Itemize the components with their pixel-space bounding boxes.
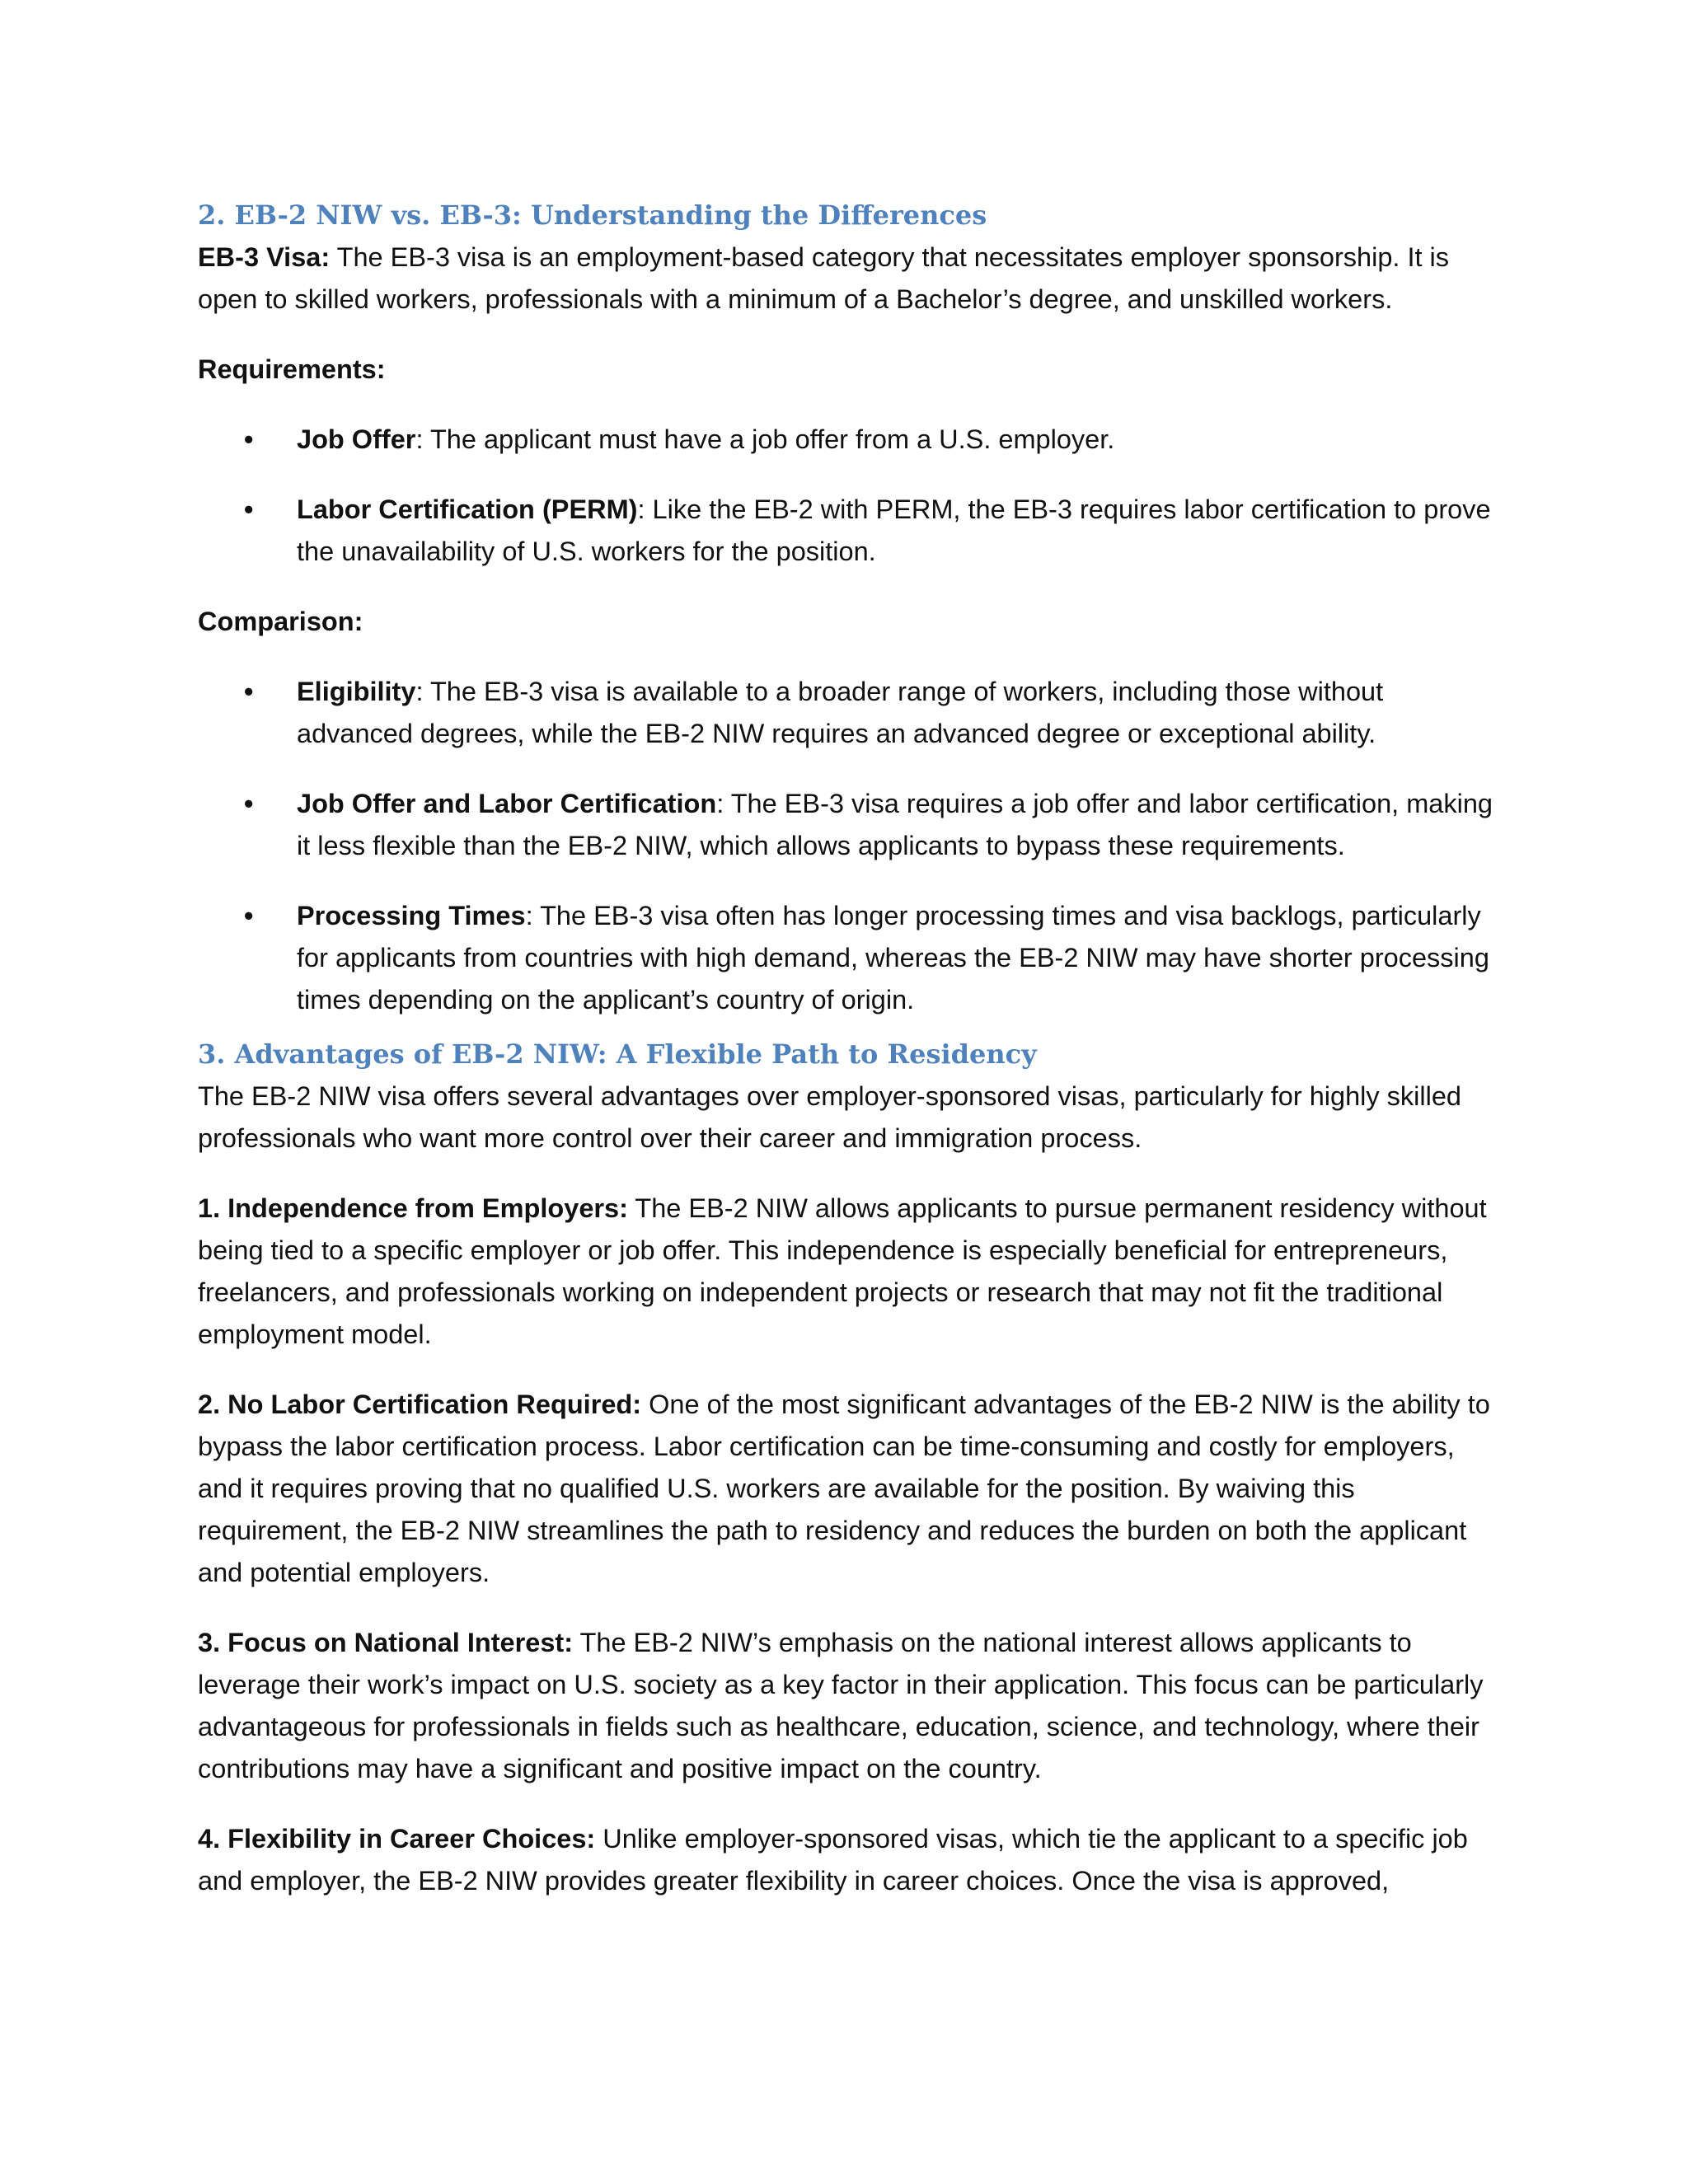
list-item-eligibility (198, 671, 1497, 755)
list-item-term: Processing Times (297, 901, 526, 930)
advantage-point-4 (198, 1818, 1497, 1902)
list-item-term: Eligibility (297, 677, 416, 706)
eb3-intro-text: The EB-3 visa is an employment-based category that necessitates employer sponsorship. It is open to skilled workers, professionals with a minimum of a Bachelor’s degree, and unskilled workers. (198, 242, 1450, 314)
list-item-job-offer-labor (198, 783, 1497, 867)
advantage-text: The EB-2 NIW’s emphasis on the national interest allows applicants to leverage their work’s impact on U.S. society as a key factor in their application. This focus can be particularly advantageous for professionals in fields such as healthcare, education, science, and technology, where their contributions may have a significant and positive impact on the country. (198, 1628, 1484, 1783)
list-item-text: : The applicant must have a job offer from a U.S. employer. (415, 424, 1115, 454)
document-page (198, 194, 1497, 1902)
comparison-list (198, 671, 1497, 1021)
list-item-job-offer (198, 419, 1497, 461)
advantage-point-1 (198, 1188, 1497, 1356)
comparison-label-text: Comparison: (198, 607, 363, 636)
list-item-text: : The EB-3 visa often has longer processing times and visa backlogs, particularly for applicants from countries with high demand, whereas the EB-2 NIW may have shorter processing times depending on the applicant’s country of origin. (297, 901, 1489, 1015)
section-3-heading: 3. Advantages of EB-2 NIW: A Flexible Path to Residency (198, 1038, 1037, 1070)
advantage-text: The EB-2 NIW allows applicants to pursue permanent residency without being tied to a specific employer or job offer. This independence is especially beneficial for entrepreneurs, freelancers, and professionals working on independent projects or research that may not fit the traditional employment model. (198, 1193, 1487, 1349)
list-item-text: : Like the EB-2 with PERM, the EB-3 requires labor certification to prove the unavailability of U.S. workers for the position. (297, 494, 1491, 566)
advantage-point-2 (198, 1384, 1497, 1594)
list-item-term: Labor Certification (PERM) (297, 494, 638, 524)
list-item-text: : The EB-3 visa requires a job offer and labor certification, making it less flexible than the EB-2 NIW, which allows applicants to bypass these requirements. (297, 789, 1493, 860)
requirements-list (198, 419, 1497, 573)
list-item-labor-certification (198, 489, 1497, 573)
eb3-visa-label: EB-3 Visa: (198, 242, 331, 272)
list-item-term: Job Offer (297, 424, 416, 454)
advantage-text: One of the most significant advantages of the EB-2 NIW is the ability to bypass the labor certification process. Labor certification can be time-consuming and costly for employers, and it requires proving that no qualified U.S. workers are available for the position. By waiving this requirement, the EB-2 NIW streamlines the path to residency and reduces the burden on both the applicant and potential employers. (198, 1390, 1490, 1587)
list-item-text: : The EB-3 visa is available to a broader range of workers, including those without advanced degrees, while the EB-2 NIW requires an advanced degree or exceptional ability. (297, 677, 1384, 748)
list-item-processing-times (198, 895, 1497, 1021)
advantage-point-3 (198, 1622, 1497, 1790)
advantage-label: 1. Independence from Employers: (198, 1193, 628, 1223)
list-item-term: Job Offer and Labor Certification (297, 789, 717, 818)
section-2-heading: 2. EB-2 NIW vs. EB-3: Understanding the Differences (198, 199, 987, 231)
advantage-label: 3. Focus on National Interest: (198, 1628, 574, 1657)
comparison-label (198, 601, 1497, 643)
section-3-intro: The EB-2 NIW visa offers several advantages over employer-sponsored visas, particularly for highly skilled professionals who want more control over their career and immigration process. (198, 1081, 1461, 1153)
requirements-label-text: Requirements: (198, 354, 386, 384)
advantage-label: 4. Flexibility in Career Choices: (198, 1824, 596, 1854)
eb3-intro-paragraph (198, 237, 1497, 321)
advantage-text: Unlike employer-sponsored visas, which tie the applicant to a specific job and employer, the EB-2 NIW provides greater flexibility in career choices. Once the visa is approved, (198, 1824, 1468, 1896)
requirements-label (198, 349, 1497, 391)
advantage-label: 2. No Labor Certification Required: (198, 1390, 642, 1419)
